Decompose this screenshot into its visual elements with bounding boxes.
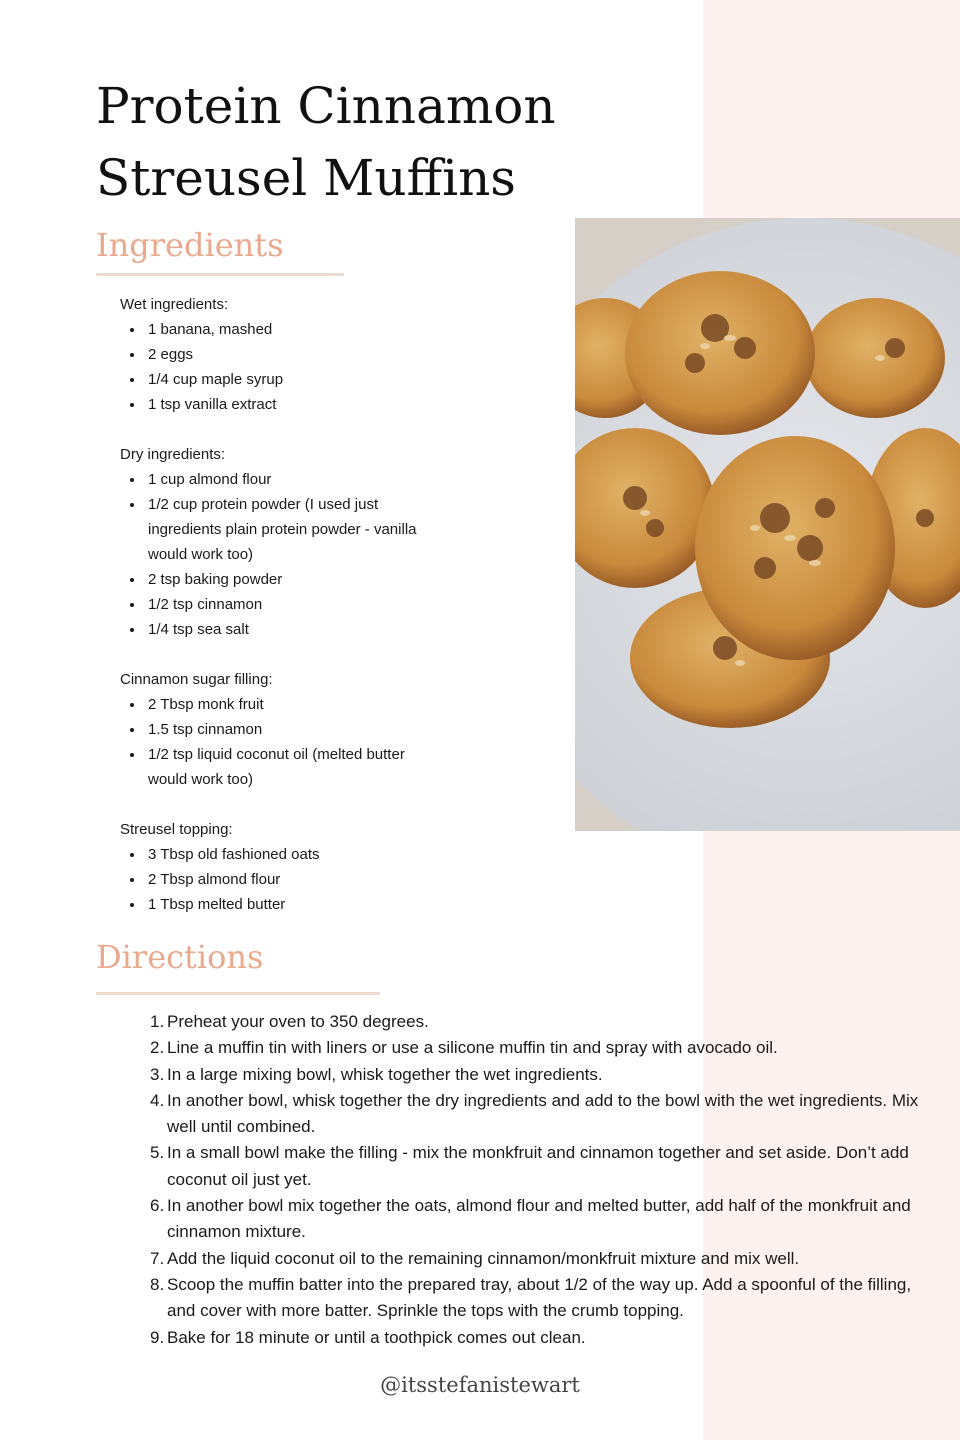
list-item xyxy=(150,1325,940,1351)
list-item: 2 tsp baking powder xyxy=(120,567,420,592)
list-item xyxy=(150,1193,940,1246)
list-item: 1 cup almond flour xyxy=(120,467,420,492)
list-item: 1/4 tsp sea salt xyxy=(120,617,420,642)
list-item: 1 banana, mashed xyxy=(120,317,420,342)
list-item: 1 Tbsp melted butter xyxy=(120,892,420,917)
list-item xyxy=(150,1140,940,1193)
ingredient-group-topping xyxy=(120,817,420,917)
directions-divider xyxy=(96,992,380,995)
list-item xyxy=(150,1062,940,1088)
list-item: 2 Tbsp almond flour xyxy=(120,867,420,892)
ingredients-divider xyxy=(96,273,344,276)
step-number: 9. xyxy=(150,1327,165,1347)
group-label: Dry ingredients: xyxy=(120,446,226,463)
page-title: Protein Cinnamon Streusel Muffins xyxy=(96,77,556,207)
step-text: Bake for 18 minute or until a toothpick comes out clean. xyxy=(167,1327,586,1347)
social-handle: @itsstefanistewart xyxy=(380,1373,580,1397)
group-label: Cinnamon sugar filling: xyxy=(120,671,273,688)
list-item: 1/2 tsp cinnamon xyxy=(120,592,420,617)
ingredient-group-wet xyxy=(120,292,420,417)
directions-list xyxy=(150,1009,940,1351)
list-item: 1 tsp vanilla extract xyxy=(120,392,420,417)
step-number: 7. xyxy=(150,1248,165,1268)
list-item: 1/2 tsp liquid coconut oil (melted butter would work too) xyxy=(120,742,420,792)
ingredients-heading: Ingredients xyxy=(96,226,284,264)
list-item: 1/4 cup maple syrup xyxy=(120,367,420,392)
ingredient-group-filling xyxy=(120,667,420,792)
list-item xyxy=(150,1009,940,1035)
step-text: In a large mixing bowl, whisk together the wet ingredients. xyxy=(167,1064,603,1084)
list-item: 1.5 tsp cinnamon xyxy=(120,717,420,742)
step-number: 5. xyxy=(150,1143,165,1163)
step-number: 2. xyxy=(150,1038,165,1058)
ingredient-group-dry xyxy=(120,442,420,642)
list-item: 2 Tbsp monk fruit xyxy=(120,692,420,717)
list-item xyxy=(150,1272,940,1325)
step-text: Line a muffin tin with liners or use a silicone muffin tin and spray with avocado oil. xyxy=(167,1038,778,1058)
step-number: 4. xyxy=(150,1090,165,1110)
step-text: In a small bowl make the filling - mix the monkfruit and cinnamon together and set aside. Don’t add coconut oil just yet. xyxy=(167,1143,909,1189)
list-item: 3 Tbsp old fashioned oats xyxy=(120,842,420,867)
step-text: Add the liquid coconut oil to the remaining cinnamon/monkfruit mixture and mix well. xyxy=(167,1248,800,1268)
step-text: Preheat your oven to 350 degrees. xyxy=(167,1012,429,1031)
step-text: In another bowl mix together the oats, almond flour and melted butter, add half of the monkfruit and cinnamon mixture. xyxy=(167,1196,911,1242)
step-number: 3. xyxy=(150,1064,165,1084)
step-text: In another bowl, whisk together the dry ingredients and add to the bowl with the wet ingredients. Mix well until combined. xyxy=(167,1090,919,1137)
list-item: 2 eggs xyxy=(120,342,420,367)
list-item xyxy=(150,1088,940,1141)
group-label: Wet ingredients: xyxy=(120,296,229,313)
list-item: 1/2 cup protein powder (I used just ingredients plain protein powder - vanilla would work too) xyxy=(120,492,420,567)
step-number: 1. xyxy=(150,1012,165,1031)
directions-heading: Directions xyxy=(96,938,264,976)
muffins-photo xyxy=(575,218,960,831)
list-item xyxy=(150,1246,940,1272)
step-text: Scoop the muffin batter into the prepared tray, about 1/2 of the way up. Add a spoonful of the filling, and cover with more batter. Sprinkle the tops with the crumb topping. xyxy=(167,1274,912,1321)
step-number: 6. xyxy=(150,1196,165,1216)
list-item xyxy=(150,1035,940,1061)
group-label: Streusel topping: xyxy=(120,821,233,838)
ingredients-list xyxy=(120,292,420,942)
step-number: 8. xyxy=(150,1274,165,1294)
